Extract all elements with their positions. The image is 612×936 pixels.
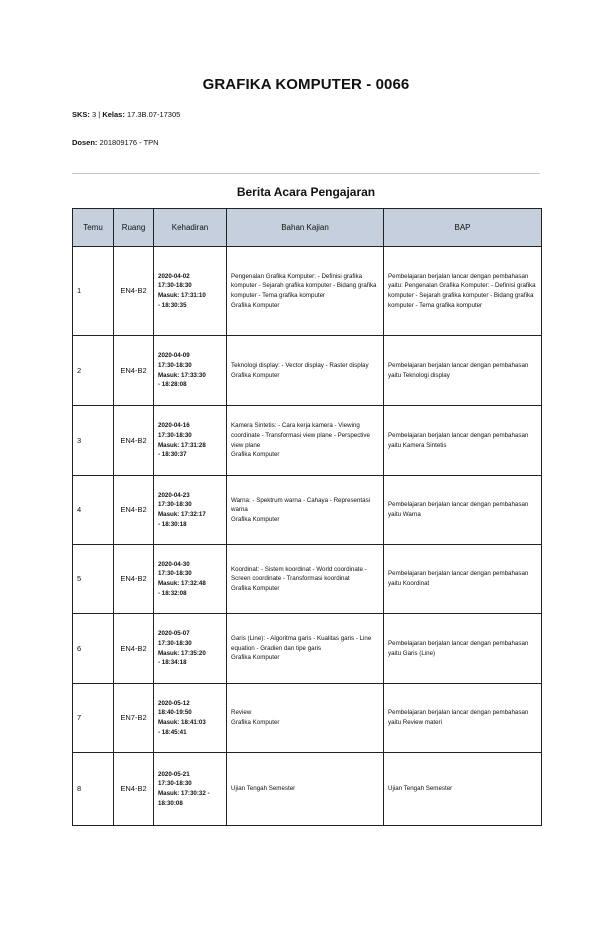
bahan-line: Grafika Komputer (231, 451, 280, 459)
cell-kehadiran (154, 336, 227, 406)
bahan-line: Grafika Komputer (231, 719, 280, 726)
bahan-line: Teknologi display: - Vector display - Raster display (231, 361, 369, 369)
section-title: Berita Acara Pengajaran (236, 185, 376, 199)
kehadiran-line: 2020-04-30 (158, 560, 190, 568)
cell-ruang: EN7-B2 (114, 684, 154, 753)
sks-label: SKS: (72, 110, 90, 119)
table-header-row (73, 209, 542, 247)
table-body (73, 247, 542, 826)
kehadiran-line: - 18:32:08 (158, 589, 187, 597)
kehadiran-line: Masuk: 17:33:30 (158, 371, 206, 379)
kehadiran-line: Masuk: 17:30:32 - (158, 790, 210, 797)
cell-bahan-kajian (227, 406, 384, 476)
dosen-label: Dosen: (72, 138, 98, 147)
kehadiran-line: 2020-05-07 (158, 630, 190, 638)
kehadiran-line: - 18:30:35 (158, 301, 187, 309)
table-row (73, 247, 542, 336)
kelas-label: Kelas: (102, 110, 125, 119)
cell-bahan-kajian (227, 545, 384, 614)
kehadiran-line: Masuk: 17:31:10 (158, 292, 206, 299)
kehadiran-line: - 18:45:41 (158, 728, 187, 736)
cell-temu: 3 (73, 406, 114, 476)
cell-bap: Pembelajaran berjalan lancar dengan pembahasan yaitu Teknologi display (384, 336, 542, 406)
kehadiran-line: Masuk: 18:41:03 (158, 719, 206, 726)
kehadiran-line: 17:30-18:30 (158, 361, 192, 369)
dosen-value: 201809176 - TPN (99, 138, 159, 147)
header-temu: Temu (73, 209, 114, 247)
header-bahan-kajian: Bahan Kajian (227, 209, 384, 247)
cell-temu: 5 (73, 545, 114, 614)
kehadiran-line: 2020-04-09 (158, 352, 190, 360)
bahan-line: Kamera Sintetis: - Cara kerja kamera - Viewing coordinate - Transformasi view plane - Perspective view plane (231, 422, 370, 449)
kehadiran-line: Masuk: 17:32:17 (158, 511, 206, 518)
cell-bap: Pembelajaran berjalan lancar dengan pembahasan yaitu Garis (Line) (384, 614, 542, 684)
bahan-line: Koordinat: - Sistem koordinat - World coordinate - Screen coordinate - Transformasi koordinat (231, 565, 367, 583)
cell-ruang: EN4-B2 (114, 545, 154, 614)
kehadiran-line: 17:30-18:30 (158, 501, 192, 509)
cell-bahan-kajian (227, 476, 384, 545)
bahan-line: Grafika Komputer (231, 654, 280, 662)
kehadiran-line: - 18:30:18 (158, 520, 187, 528)
cell-temu: 6 (73, 614, 114, 684)
bahan-line: Garis (Line): - Algoritma garis - Kualitas garis - Line equation - Gradien dan tipe garis (231, 635, 372, 652)
kehadiran-line: 2020-04-02 (158, 272, 190, 280)
kehadiran-line: 2020-05-21 (158, 770, 190, 778)
kehadiran-line: Masuk: 17:35:20 (158, 649, 206, 657)
cell-bap: Pembelajaran berjalan lancar dengan pembahasan yaitu Review materi (384, 684, 542, 753)
lecturer-meta (72, 138, 159, 147)
cell-bap: Pembelajaran berjalan lancar dengan pembahasan yaitu: Pengenalan Grafika Komputer: - Definisi grafika komputer - Sejarah grafika komputer - Bidang grafika komputer - Tema grafika komputer (384, 247, 542, 336)
sks-value: 3 (92, 110, 97, 119)
kehadiran-line: - 18:34:18 (158, 659, 187, 667)
kehadiran-line: 18:40-19:50 (158, 709, 192, 717)
kehadiran-line: 17:30-18:30 (158, 431, 192, 439)
bahan-line: Ujian Tengah Semester (231, 785, 296, 793)
bahan-line: Warna: - Spektrum warna - Cahaya - Representasi warna (231, 496, 371, 514)
cell-kehadiran (154, 684, 227, 753)
table-row (73, 406, 542, 476)
bahan-line: Grafika Komputer (231, 371, 280, 379)
kelas-value: 17.3B.07-17305 (126, 110, 181, 119)
table-row (73, 684, 542, 753)
cell-kehadiran (154, 545, 227, 614)
header-kehadiran: Kehadiran (154, 209, 227, 247)
header-ruang: Ruang (114, 209, 154, 247)
cell-ruang: EN4-B2 (114, 753, 154, 826)
cell-bap: Pembelajaran berjalan lancar dengan pembahasan yaitu Warna (384, 476, 542, 545)
cell-ruang: EN4-B2 (114, 406, 154, 476)
kehadiran-line: 17:30-18:30 (158, 639, 192, 647)
kehadiran-line: Masuk: 17:31:28 (158, 441, 206, 449)
bahan-line: Grafika Komputer (231, 584, 280, 592)
kehadiran-line: 2020-04-23 (158, 491, 190, 499)
document-title: GRAFIKA KOMPUTER - 0066 (202, 76, 410, 93)
cell-temu: 2 (73, 336, 114, 406)
cell-ruang: EN4-B2 (114, 336, 154, 406)
kehadiran-line: 2020-04-16 (158, 422, 190, 430)
divider (72, 173, 540, 174)
kehadiran-line: 17:30-18:30 (158, 570, 192, 578)
cell-bahan-kajian (227, 684, 384, 753)
cell-temu: 1 (73, 247, 114, 336)
cell-ruang: EN4-B2 (114, 614, 154, 684)
cell-kehadiran (154, 614, 227, 684)
cell-bap: Pembelajaran berjalan lancar dengan pembahasan yaitu Koordinat (384, 545, 542, 614)
header-bap: BAP (384, 209, 542, 247)
bahan-line: Review (231, 709, 252, 717)
bahan-line: Grafika Komputer (231, 301, 280, 309)
cell-bahan-kajian (227, 614, 384, 684)
cell-bahan-kajian (227, 336, 384, 406)
bahan-line: Grafika Komputer (231, 515, 280, 523)
cell-temu: 4 (73, 476, 114, 545)
meta-separator: | (98, 110, 103, 119)
kehadiran-line: Masuk: 17:32:48 (158, 580, 206, 587)
kehadiran-line: - 18:30:37 (158, 451, 187, 459)
cell-bahan-kajian (227, 247, 384, 336)
cell-bap: Ujian Tengah Semester (384, 753, 542, 826)
kehadiran-line: 2020-05-12 (158, 699, 190, 707)
table-row (73, 336, 542, 406)
cell-ruang: EN4-B2 (114, 476, 154, 545)
table-row (73, 614, 542, 684)
kehadiran-line: 17:30-18:30 (158, 780, 192, 788)
cell-bahan-kajian (227, 753, 384, 826)
cell-bap: Pembelajaran berjalan lancar dengan pembahasan yaitu Kamera Sintetis (384, 406, 542, 476)
cell-kehadiran (154, 406, 227, 476)
table-row (73, 753, 542, 826)
cell-kehadiran (154, 476, 227, 545)
teaching-record-table (72, 208, 542, 826)
cell-kehadiran (154, 247, 227, 336)
cell-temu: 8 (73, 753, 114, 826)
kehadiran-line: - 18:28:08 (158, 381, 187, 389)
bahan-line: Pengenalan Grafika Komputer: - Definisi grafika komputer - Sejarah grafika komputer - Bidang grafika komputer - Tema grafika komputer (231, 272, 377, 299)
course-meta (72, 110, 180, 119)
cell-ruang: EN4-B2 (114, 247, 154, 336)
kehadiran-line: 18:30:08 (158, 799, 183, 807)
table-row (73, 476, 542, 545)
table-row (73, 545, 542, 614)
cell-temu: 7 (73, 684, 114, 753)
kehadiran-line: 17:30-18:30 (158, 282, 192, 290)
cell-kehadiran (154, 753, 227, 826)
